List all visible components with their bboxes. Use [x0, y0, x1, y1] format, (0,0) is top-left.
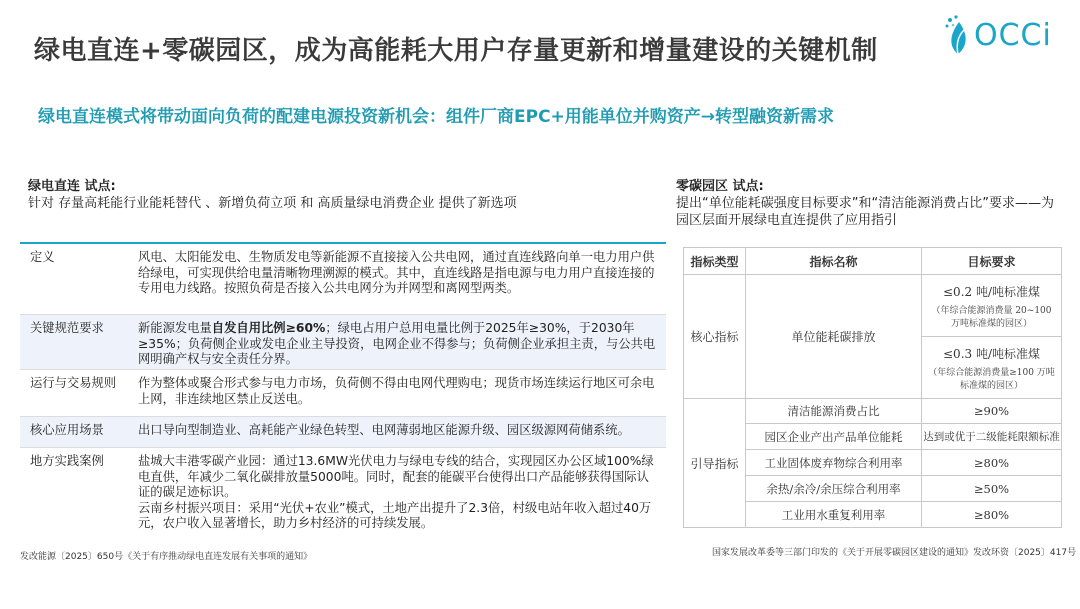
- page-title: 绿电直连+零碳园区，成为高能耗大用户存量更新和增量建设的关键机制: [34, 36, 878, 66]
- source-footnote-right: 国家发展改革委等三部门印发的《关于开展零碳园区建设的通知》发改环资〔2025〕417号: [712, 548, 1077, 558]
- row-key: 核心应用场景: [30, 423, 104, 437]
- left-description: 针对 存量高耗能行业能耗替代 、新增负荷立项 和 高质量绿电消费企业 提供了新选项: [28, 196, 517, 211]
- core-indicator-type: 核心指标: [684, 275, 746, 399]
- case-yancheng: 盐城大丰港零碳产业园：通过13.6MW光伏电力与绿电专线的结合，实现园区办公区域100%绿电直供，年减少二氧化碳排放量5000吨。同时，配套的能碳平台使得出口产品能够获得国际认证的碳足迹标识。: [138, 454, 654, 500]
- row-value: 作为整体或聚合形式参与电力市场，负荷侧不得由电网代理购电；现货市场连续运行地区可余电上网，非连续地区禁止反送电。: [138, 376, 655, 406]
- guide-target: 达到或优于二级能耗限额标准: [922, 424, 1062, 450]
- row-value-part: ；绿电占用户总用电量比例于2025年≥30%，于2030年≥35%；负荷侧企业或发电企业主导投资，电网企业不得参与；负荷侧企业承担主责，与公共电网明确产权与安全责任分界。: [138, 321, 656, 367]
- core-target-1: [922, 275, 1062, 337]
- table-row: [20, 315, 666, 370]
- row-key: 运行与交易规则: [30, 376, 117, 390]
- row-key: 定义: [30, 250, 55, 264]
- col-header-target: 目标要求: [922, 248, 1062, 275]
- row-value-bold: 自发自用比例≥60%: [211, 321, 326, 335]
- subtitle: 绿电直连模式将带动面向负荷的配建电源投资新机会：组件厂商EPC+用能单位并购资产→转型融资新需求: [38, 107, 835, 127]
- row-key: 关键规范要求: [30, 321, 104, 335]
- guide-name: 清洁能源消费占比: [746, 399, 922, 424]
- case-yunnan: 云南乡村振兴项目：采用“光伏+农业”模式，土地产出提升了2.3倍，村级电站年收入超过40万元，农户收入显著增长，助力乡村经济的可持续发展。: [138, 500, 652, 531]
- pilot-definition-table: [20, 242, 666, 536]
- row-value: 出口导向型制造业、高耗能产业绿色转型、电网薄弱地区能源升级、园区级源网荷储系统。: [138, 423, 630, 437]
- table-row: [684, 399, 1062, 424]
- table-row: [20, 417, 666, 448]
- guide-name: 工业用水重复利用率: [746, 502, 922, 528]
- guide-name: 工业固体废弃物综合利用率: [746, 450, 922, 476]
- left-heading-block: [28, 178, 648, 212]
- target-note: （年综合能源消费量≥100 万吨标准煤的园区）: [928, 367, 1055, 391]
- occi-logo: [944, 14, 1064, 64]
- table-row: [20, 370, 666, 417]
- source-footnote-left: 发改能源〔2025〕650号《关于有序推动绿电直连发展有关事项的通知》: [20, 552, 313, 562]
- guide-name: 余热/余冷/余压综合利用率: [746, 476, 922, 502]
- target-value: ≤0.2 吨/吨标准煤: [943, 284, 1040, 299]
- row-value: 风电、太阳能发电、生物质发电等新能源不直接接入公共电网，通过直连线路向单一电力用户供给绿电，可实现供给电量清晰物理溯源的模式。其中，直连线路是指电源与电力用户直接连接的专用电力线路。按照负荷是否接入公共电网分为并网型和离网型两类。: [138, 250, 655, 296]
- col-header-name: 指标名称: [746, 248, 922, 275]
- core-target-2: [922, 337, 1062, 399]
- table-header-row: [684, 248, 1062, 275]
- row-value: [138, 315, 666, 369]
- leaf-drop-icon: [944, 14, 974, 58]
- target-note: （年综合能源消费量 20~100 万吨标准煤的园区）: [931, 305, 1052, 329]
- core-indicator-name: 单位能耗碳排放: [746, 275, 922, 399]
- right-heading-block: [676, 178, 1066, 229]
- right-heading: 零碳园区 试点:: [676, 179, 764, 194]
- table-row: [20, 244, 666, 315]
- table-row: [684, 275, 1062, 337]
- guide-name: 园区企业产出产品单位能耗: [746, 424, 922, 450]
- target-value: ≤0.3 吨/吨标准煤: [943, 346, 1040, 361]
- row-value-part: 新能源发电量: [138, 321, 212, 335]
- indicator-table: [683, 247, 1062, 528]
- guide-indicator-type: 引导指标: [684, 399, 746, 528]
- row-value: [138, 448, 666, 536]
- guide-target: ≥80%: [922, 502, 1062, 528]
- col-header-type: 指标类型: [684, 248, 746, 275]
- row-key: 地方实践案例: [30, 454, 104, 468]
- left-heading: 绿电直连 试点:: [28, 179, 116, 194]
- guide-target: ≥90%: [922, 399, 1062, 424]
- guide-target: ≥80%: [922, 450, 1062, 476]
- table-row: [20, 448, 666, 536]
- logo-text: OCCi: [974, 18, 1052, 53]
- guide-target: ≥50%: [922, 476, 1062, 502]
- right-description: 提出“单位能耗碳强度目标要求”和“清洁能源消费占比”要求——为园区层面开展绿电直连提供了应用指引: [676, 196, 1054, 228]
